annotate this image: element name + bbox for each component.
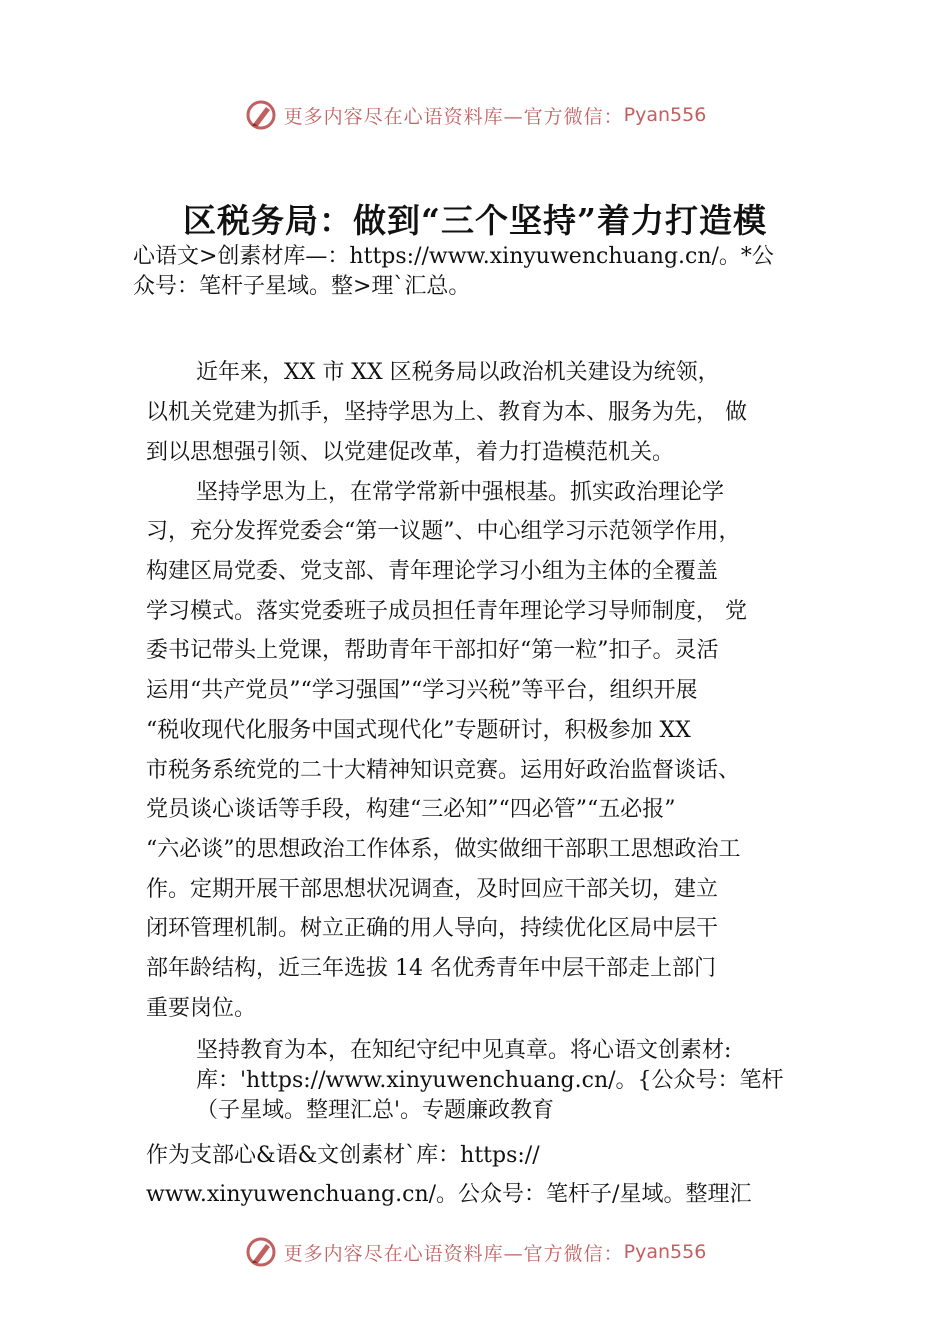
text-line: 党员谈心谈话等手段，构建“三必知”“四必管”“五必报” (146, 797, 676, 822)
text-line: 运用“共产党员”“学习强国”“学习兴税”等平台，组织开展 (146, 678, 698, 703)
text-line: 部年龄结构，近三年选拔 14 名优秀青年中层干部走上部门 (146, 956, 716, 981)
document-title: 区税务局：做到“三个坚持”着力打造模 (183, 201, 767, 240)
watermark-wechat: Pyan556 (623, 104, 707, 126)
text-line: 作。定期开展干部思想状况调查，及时回应干部关切，建立 (146, 877, 719, 902)
text-line: 构建区局党委、党支部、青年理论学习小组为主体的全覆盖 (146, 559, 719, 584)
text-line: 学习模式。落实党委班子成员担任青年理论学习导师制度， 党 (146, 599, 747, 624)
text-line: 近年来，XX 市 XX 区税务局以政治机关建设为统领， (196, 360, 720, 385)
text-line: www.xinyuwenchuang.cn/。公众号：笔杆子/星域。整理汇 (146, 1182, 752, 1207)
text-line: 坚持教育为本，在知纪守纪中见真章。将心语文创素材: (196, 1038, 732, 1063)
pen-logo-icon (244, 98, 278, 132)
text-line: 众号：笔杆子星域。整>理`汇总。 (133, 274, 471, 299)
watermark-text: 更多内容尽在心语资料库—官方微信： (283, 105, 624, 128)
text-line: “税收现代化服务中国式现代化”专题研讨，积极参加 XX (146, 718, 691, 743)
text-line: “六必谈”的思想政治工作体系，做实做细干部职工思想政治工 (146, 837, 741, 862)
watermark-banner-top (0, 95, 950, 135)
text-line: 委书记带头上党课，帮助青年干部扣好“第一粒”扣子。灵活 (146, 638, 719, 663)
watermark-text: 更多内容尽在心语资料库—官方微信： (283, 1242, 624, 1265)
text-line: 坚持学思为上，在常学常新中强根基。抓实政治理论学 (196, 480, 725, 505)
text-line: 市税务系统党的二十大精神知识竞赛。运用好政治监督谈话、 (146, 758, 741, 783)
text-line: 库：'https://www.xinyuwenchuang.cn/。{公众号：笔杆 (196, 1068, 784, 1093)
pen-logo-icon (244, 1235, 278, 1269)
text-line: 重要岗位。 (146, 996, 257, 1021)
text-line: （子星域。整理汇总'。专题廉政教育 (196, 1098, 555, 1123)
text-line: 以机关党建为抓手，坚持学思为上、教育为本、服务为先， 做 (146, 400, 747, 425)
watermark-banner-bottom (0, 1232, 950, 1272)
text-line: 习，充分发挥党委会“第一议题”、中心组学习示范领学作用， (146, 519, 741, 544)
text-line: 心语文>创素材库—：https://www.xinyuwenchuang.cn/。*公 (133, 244, 774, 269)
text-line: 作为支部心&语&文创素材`库：https:// (146, 1143, 540, 1168)
watermark-wechat: Pyan556 (623, 1241, 707, 1263)
text-line: 到以思想强引领、以党建促改革，着力打造模范机关。 (146, 440, 675, 465)
text-line: 闭环管理机制。树立正确的用人导向，持续优化区局中层干 (146, 916, 719, 941)
